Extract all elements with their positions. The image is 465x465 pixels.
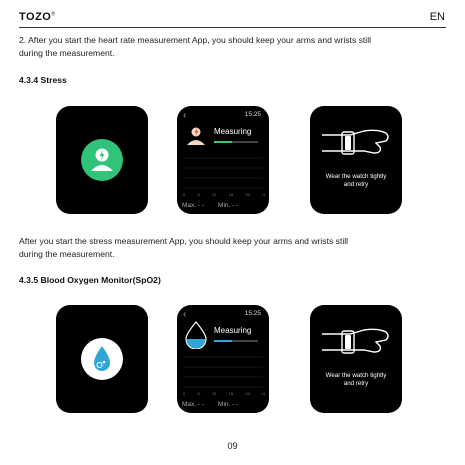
wear-watch-message: Wear the watch tightly and retry	[325, 173, 387, 188]
spo2-app-icon-screen	[56, 305, 148, 413]
spo2-wear-tightly-screen	[310, 305, 402, 413]
chart-x-axis-labels: 0 6 12 18 24 H	[183, 391, 265, 396]
page-number: 09	[227, 441, 238, 451]
wrist-watch-icon	[320, 322, 392, 367]
heading-stress: 4.3.4 Stress	[19, 75, 67, 85]
wear-watch-message: Wear the watch tightly and retry	[325, 372, 387, 387]
water-drop-icon	[81, 338, 123, 380]
stress-measuring-screen	[177, 106, 269, 214]
paragraph-heart-rate-note: 2. After you start the heart rate measurement App, you should keep your arms and wrists still during the measurement.	[19, 35, 372, 58]
stress-wear-tightly-screen	[310, 106, 402, 214]
max-min-readout: Max. - - Min. - -	[182, 401, 239, 408]
heading-spo2: 4.3.5 Blood Oxygen Monitor(SpO2)	[19, 275, 161, 285]
paragraph-stress-note: After you start the stress measurement App, you should keep your arms and wrists still during the measurement.	[19, 236, 349, 259]
chart-grid	[183, 355, 263, 389]
measuring-label: Measuring	[214, 326, 252, 335]
header-divider	[19, 27, 446, 28]
chart-grid	[183, 156, 263, 190]
clock-time: 15:25	[244, 310, 261, 317]
wrist-watch-icon	[320, 123, 392, 168]
back-arrow-icon[interactable]: ‹	[183, 110, 187, 121]
clock-time: 15:25	[244, 111, 261, 118]
brand-logo: TOZO®	[19, 11, 56, 23]
measuring-label: Measuring	[214, 127, 252, 136]
water-drop-icon	[183, 321, 209, 354]
chart-x-axis-labels: 0 6 12 18 24 H	[183, 192, 265, 197]
back-arrow-icon[interactable]: ‹	[183, 309, 187, 320]
stress-app-icon-screen	[56, 106, 148, 214]
measuring-progress-fill	[214, 141, 232, 143]
max-min-readout: Max. - - Min. - -	[182, 202, 239, 209]
language-label: EN	[429, 11, 445, 23]
stress-face-icon	[185, 124, 207, 151]
stress-face-icon	[81, 139, 123, 181]
spo2-measuring-screen	[177, 305, 269, 413]
measuring-progress-fill	[214, 340, 232, 342]
